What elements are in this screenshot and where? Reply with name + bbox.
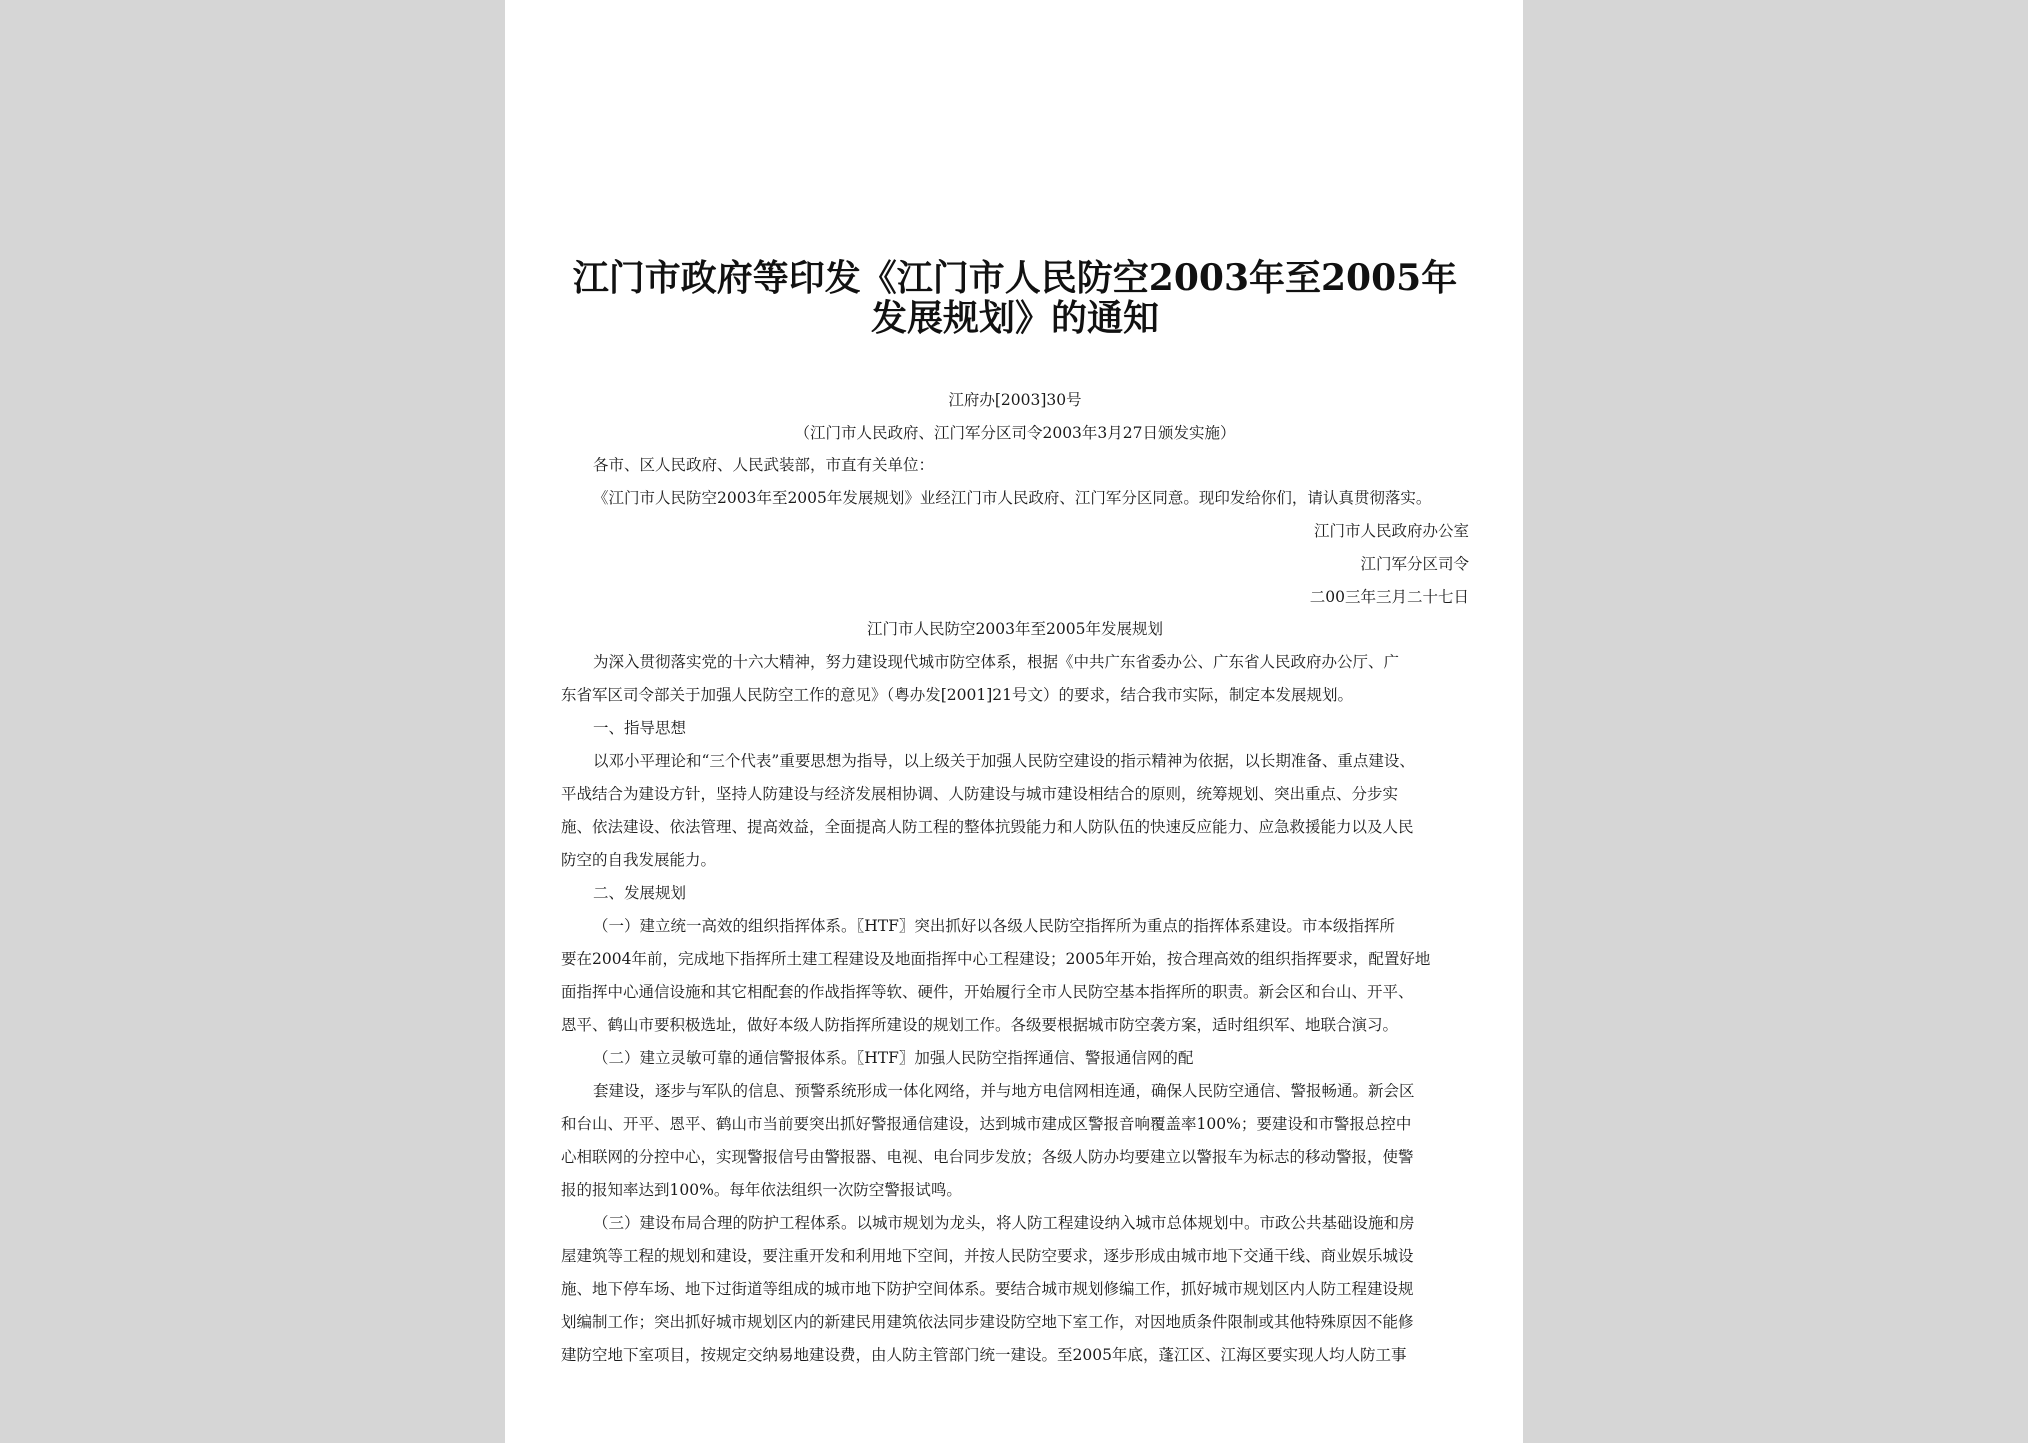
body-line: 以邓小平理论和“三个代表”重要思想为指导，以上级关于加强人民防空建设的指示精神为依据，以长期准备、重点建设、 bbox=[593, 752, 1415, 770]
body-line: 防空的自我发展能力。 bbox=[561, 851, 717, 869]
title-line-2: 发展规划》的通知 bbox=[870, 297, 1159, 339]
issue-date: 二00三年三月二十七日 bbox=[1309, 588, 1469, 606]
body-line: 套建设，逐步与军队的信息、预警系统形成一体化网络，并与地方电信网相连通，确保人民防空通信、警报畅通。新会区 bbox=[593, 1082, 1415, 1100]
body-line: 心相联网的分控中心，实现警报信号由警报器、电视、电台同步发放；各级人防办均要建立以警报车为标志的移动警报，使警 bbox=[561, 1148, 1414, 1166]
issuer-note: （江门市人民政府、江门军分区司令2003年3月27日颁发实施） bbox=[794, 424, 1236, 442]
body-line: （一）建立统一高效的组织指挥体系。〖HTF〗突出抓好以各级人民防空指挥所为重点的指挥体系建设。市本级指挥所 bbox=[593, 917, 1395, 935]
body-line: 施、地下停车场、地下过街道等组成的城市地下防护空间体系。要结合城市规划修编工作，抓好城市规划区内人防工程建设规 bbox=[561, 1280, 1414, 1298]
section-heading: 二、发展规划 bbox=[593, 884, 687, 902]
title-line-1: 江门市政府等印发《江门市人民防空2003年至2005年 bbox=[572, 257, 1458, 299]
doc-number: 江府办[2003]30号 bbox=[948, 391, 1082, 409]
body-line: 划编制工作；突出抓好城市规划区内的新建民用建筑依法同步建设防空地下室工作，对因地质条件限制或其他特殊原因不能修 bbox=[561, 1313, 1414, 1331]
document-page bbox=[505, 0, 1523, 1443]
body-line: 东省军区司令部关于加强人民防空工作的意见》（粤办发[2001]21号文）的要求，结合我市实际，制定本发展规划。 bbox=[561, 686, 1354, 704]
document-title bbox=[561, 258, 1469, 338]
body-line: 恩平、鹤山市要积极选址，做好本级人防指挥所建设的规划工作。各级要根据城市防空袭方案，适时组织军、地联合演习。 bbox=[561, 1016, 1399, 1034]
body-line: 屋建筑等工程的规划和建设，要注重开发和利用地下空间，并按人民防空要求，逐步形成由城市地下交通干线、商业娱乐城设 bbox=[561, 1247, 1414, 1265]
body-line: 面指挥中心通信设施和其它相配套的作战指挥等软、硬件，开始履行全市人民防空基本指挥所的职责。新会区和台山、开平、 bbox=[561, 983, 1414, 1001]
body-line: 报的报知率达到100%。每年依法组织一次防空警报试鸣。 bbox=[561, 1181, 962, 1199]
body-line: 要在2004年前，完成地下指挥所土建工程建设及地面指挥中心工程建设；2005年开始，按合理高效的组织指挥要求，配置好地 bbox=[561, 950, 1431, 968]
body-line: 平战结合为建设方针，坚持人防建设与经济发展相协调、人防建设与城市建设相结合的原则，统筹规划、突出重点、分步实 bbox=[561, 785, 1399, 803]
signature-office: 江门市人民政府办公室 bbox=[1313, 522, 1469, 540]
body-line: 为深入贯彻落实党的十六大精神，努力建设现代城市防空体系，根据《中共广东省委办公、广东省人民政府办公厅、广 bbox=[593, 653, 1400, 671]
body-line: （三）建设布局合理的防护工程体系。以城市规划为龙头，将人防工程建设纳入城市总体规划中。市政公共基础设施和房 bbox=[593, 1214, 1415, 1232]
plan-title: 江门市人民防空2003年至2005年发展规划 bbox=[867, 620, 1163, 638]
intro-paragraph: 《江门市人民防空2003年至2005年发展规划》业经江门市人民政府、江门军分区同意。现印发给你们，请认真贯彻落实。 bbox=[593, 489, 1432, 507]
section-heading: 一、指导思想 bbox=[593, 719, 687, 737]
salutation: 各市、区人民政府、人民武装部，市直有关单位： bbox=[593, 456, 935, 474]
body-line: 和台山、开平、恩平、鹤山市当前要突出抓好警报通信建设，达到城市建成区警报音响覆盖率100%；要建设和市警报总控中 bbox=[561, 1115, 1412, 1133]
signature-command: 江门军分区司令 bbox=[1360, 555, 1469, 573]
body-line: 施、依法建设、依法管理、提高效益，全面提高人防工程的整体抗毁能力和人防队伍的快速反应能力、应急救援能力以及人民 bbox=[561, 818, 1414, 836]
body-line: （二）建立灵敏可靠的通信警报体系。〖HTF〗加强人民防空指挥通信、警报通信网的配 bbox=[593, 1049, 1194, 1067]
body-line: 建防空地下室项目，按规定交纳易地建设费，由人防主管部门统一建设。至2005年底，蓬江区、江海区要实现人均人防工事 bbox=[561, 1346, 1407, 1364]
